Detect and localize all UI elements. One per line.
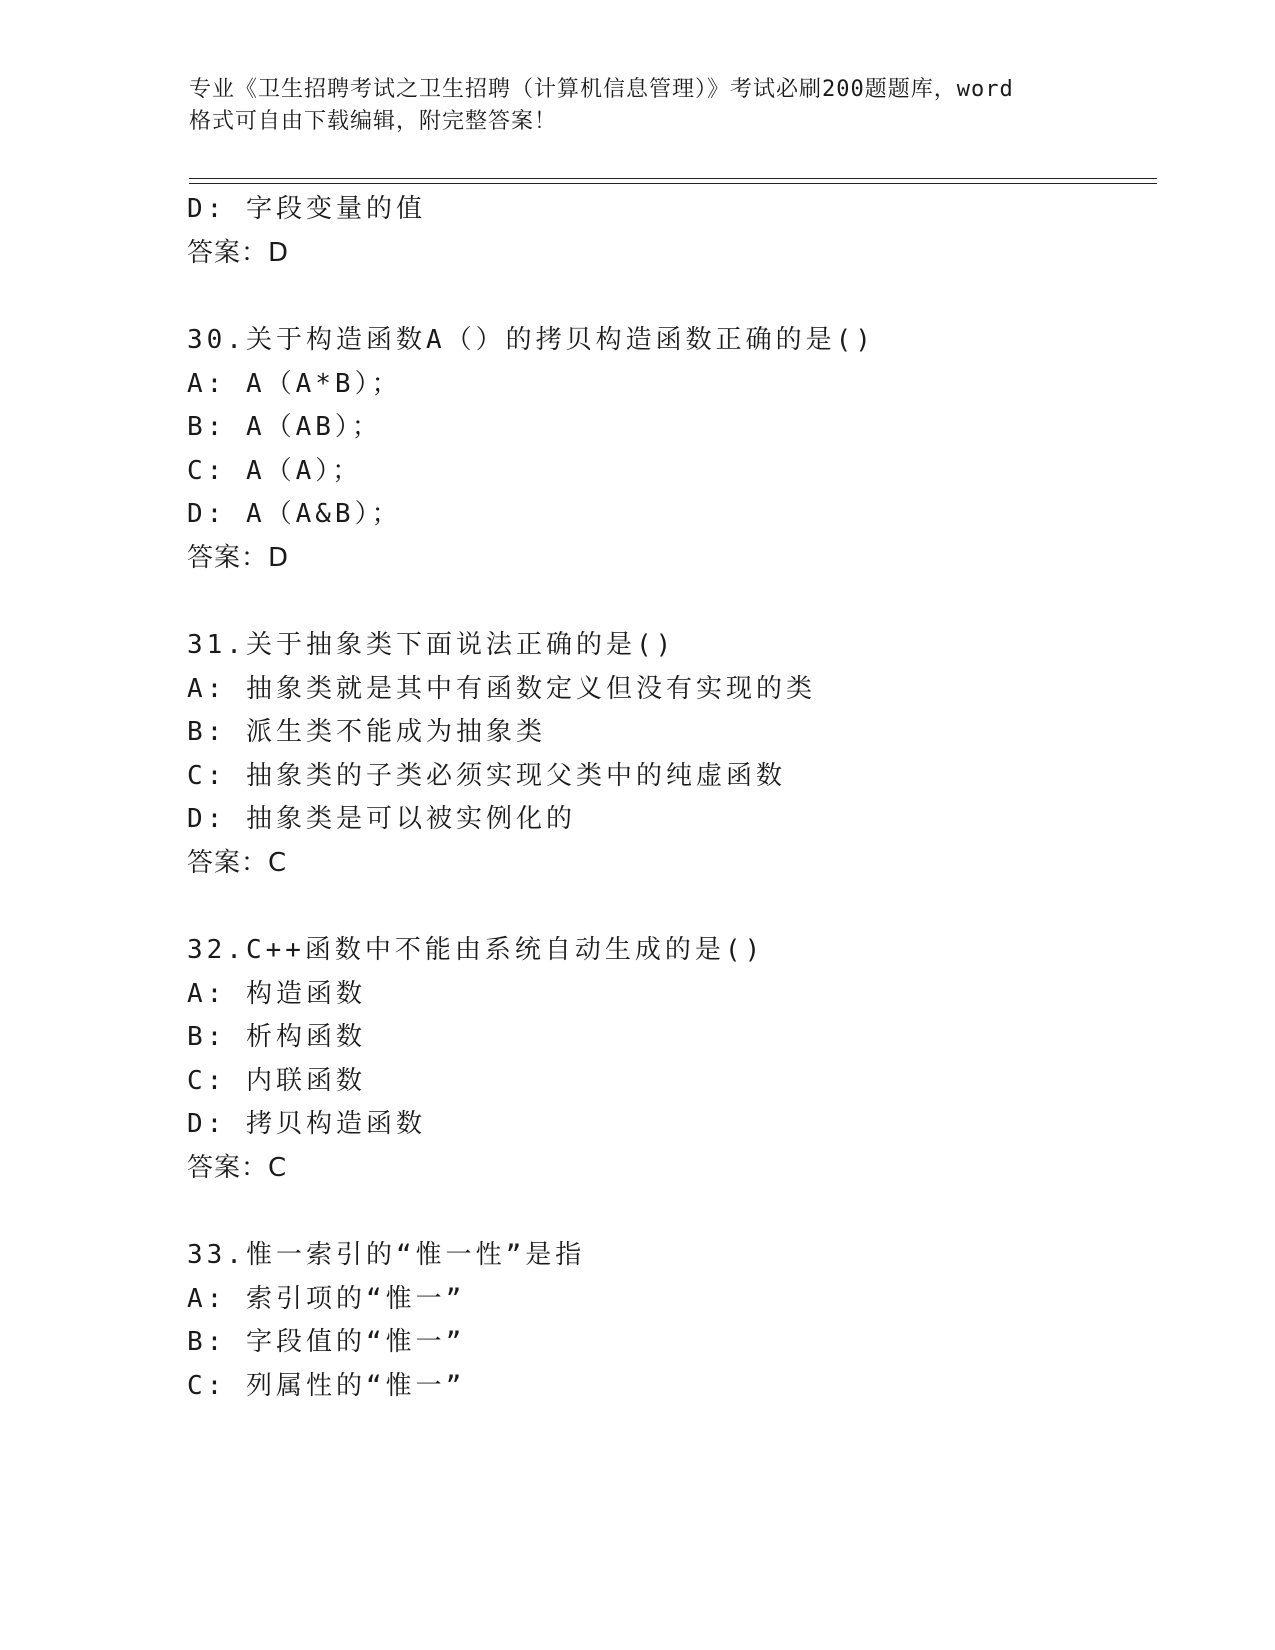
q30-stem: 30.关于构造函数A（）的拷贝构造函数正确的是() [187, 325, 875, 355]
q32-option-a: A: 构造函数 [187, 979, 366, 1009]
q30-option-d: D: A（A&B）； [187, 499, 402, 529]
q33-option-c: C: 列属性的“惟一” [187, 1371, 466, 1401]
q32-option-c: C: 内联函数 [187, 1066, 366, 1096]
q30-answer: 答案：D [187, 543, 290, 573]
document-header [189, 74, 1089, 138]
q33-option-a: A: 索引项的“惟一” [187, 1284, 466, 1314]
q30-option-a: A: A（A*B）； [187, 369, 402, 399]
header-divider-top [189, 178, 1157, 179]
q31-answer: 答案：C [187, 848, 288, 878]
q32-answer: 答案：C [187, 1153, 288, 1183]
q32-option-d: D: 拷贝构造函数 [187, 1109, 426, 1139]
prev-option-d: D: 字段变量的值 [187, 194, 426, 224]
q32-option-b: B: 析构函数 [187, 1022, 366, 1052]
q30-option-c: C: A（A）； [187, 456, 363, 486]
prev-answer: 答案：D [187, 238, 290, 268]
q33-option-b: B: 字段值的“惟一” [187, 1327, 466, 1357]
q33-stem: 33.惟一索引的“惟一性”是指 [187, 1240, 586, 1270]
header-divider-bottom [189, 183, 1157, 184]
q31-option-c: C: 抽象类的子类必须实现父类中的纯虚函数 [187, 761, 786, 791]
header-title-line-2: 格式可自由下载编辑，附完整答案！ [189, 109, 558, 134]
q31-option-d: D: 抽象类是可以被实例化的 [187, 804, 576, 834]
q31-stem: 31.关于抽象类下面说法正确的是() [187, 630, 676, 660]
header-title-line-1: 专业《卫生招聘考试之卫生招聘（计算机信息管理）》考试必刷200题题库，word [189, 77, 1014, 102]
q31-option-b: B: 派生类不能成为抽象类 [187, 717, 546, 747]
q30-option-b: B: A（AB）； [187, 412, 382, 442]
q31-option-a: A: 抽象类就是其中有函数定义但没有实现的类 [187, 674, 816, 704]
q32-stem: 32.C++函数中不能由系统自动生成的是() [187, 935, 765, 965]
